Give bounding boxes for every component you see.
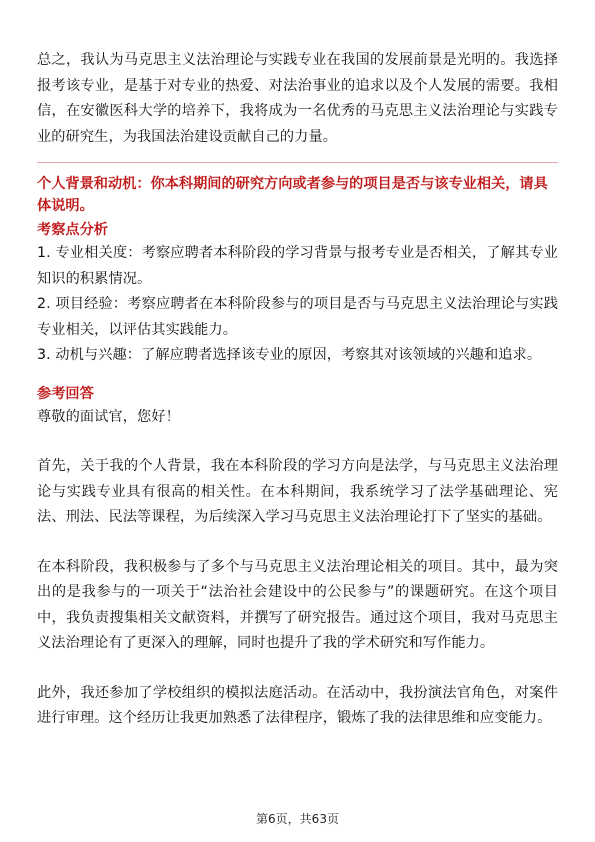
analysis-item: 2. 项目经验：考察应聘者在本科阶段参与的项目是否与马克思主义法治理论与实践专业相关，以评估其实践能力。 <box>37 296 558 338</box>
section-divider <box>37 162 558 163</box>
page-content <box>37 48 558 732</box>
page-number-footer: 第6页，共63页 <box>256 812 339 826</box>
answer-greeting: 尊敬的面试官，您好！ <box>37 408 180 425</box>
intro-paragraph: 总之，我认为马克思主义法治理论与实践专业在我国的发展前景是光明的。我选择报考该专业，是基于对专业的热爱、对法治事业的追求以及个人发展的需要。我相信，在安徽医科大学的培养下，我将成为一名优秀的马克思主义法治理论与实践专业的研究生，为我国法治建设贡献自己的力量。 <box>37 52 558 145</box>
analysis-item: 3. 动机与兴趣：了解应聘者选择该专业的原因，考察其对该领域的兴趣和追求。 <box>37 347 542 363</box>
analysis-list <box>37 241 558 369</box>
answer-heading: 参考回答 <box>37 385 94 402</box>
answer-paragraph: 首先，关于我的个人背景，我在本科阶段的学习方向是法学，与马克思主义法治理论与实践专业具有很高的相关性。在本科期间，我系统学习了法学基础理论、宪法、刑法、民法等课程，为后续深入学习马克思主义法治理论打下了坚实的基础。 <box>37 458 558 525</box>
analysis-item: 1. 专业相关度：考察应聘者本科阶段的学习背景与报考专业是否相关，了解其专业知识的积累情况。 <box>37 245 558 287</box>
answer-paragraph: 此外，我还参加了学校组织的模拟法庭活动。在活动中，我扮演法官角色，对案件进行审理。这个经历让我更加熟悉了法律程序，锻炼了我的法律思维和应变能力。 <box>37 684 558 726</box>
analysis-heading: 考察点分析 <box>37 222 108 238</box>
answer-paragraph: 在本科阶段，我积极参与了多个与马克思主义法治理论相关的项目。其中，最为突出的是我参与的一项关于“法治社会建设中的公民参与”的课题研究。在这个项目中，我负责搜集相关文献资料，并撰写了研究报告。通过这个项目，我对马克思主义法治理论有了更深入的理解，同时也提升了我的学术研究和写作能力。 <box>37 558 558 651</box>
interview-question: 个人背景和动机：你本科期间的研究方向或者参与的项目是否与该专业相关，请具体说明。 <box>37 176 548 214</box>
